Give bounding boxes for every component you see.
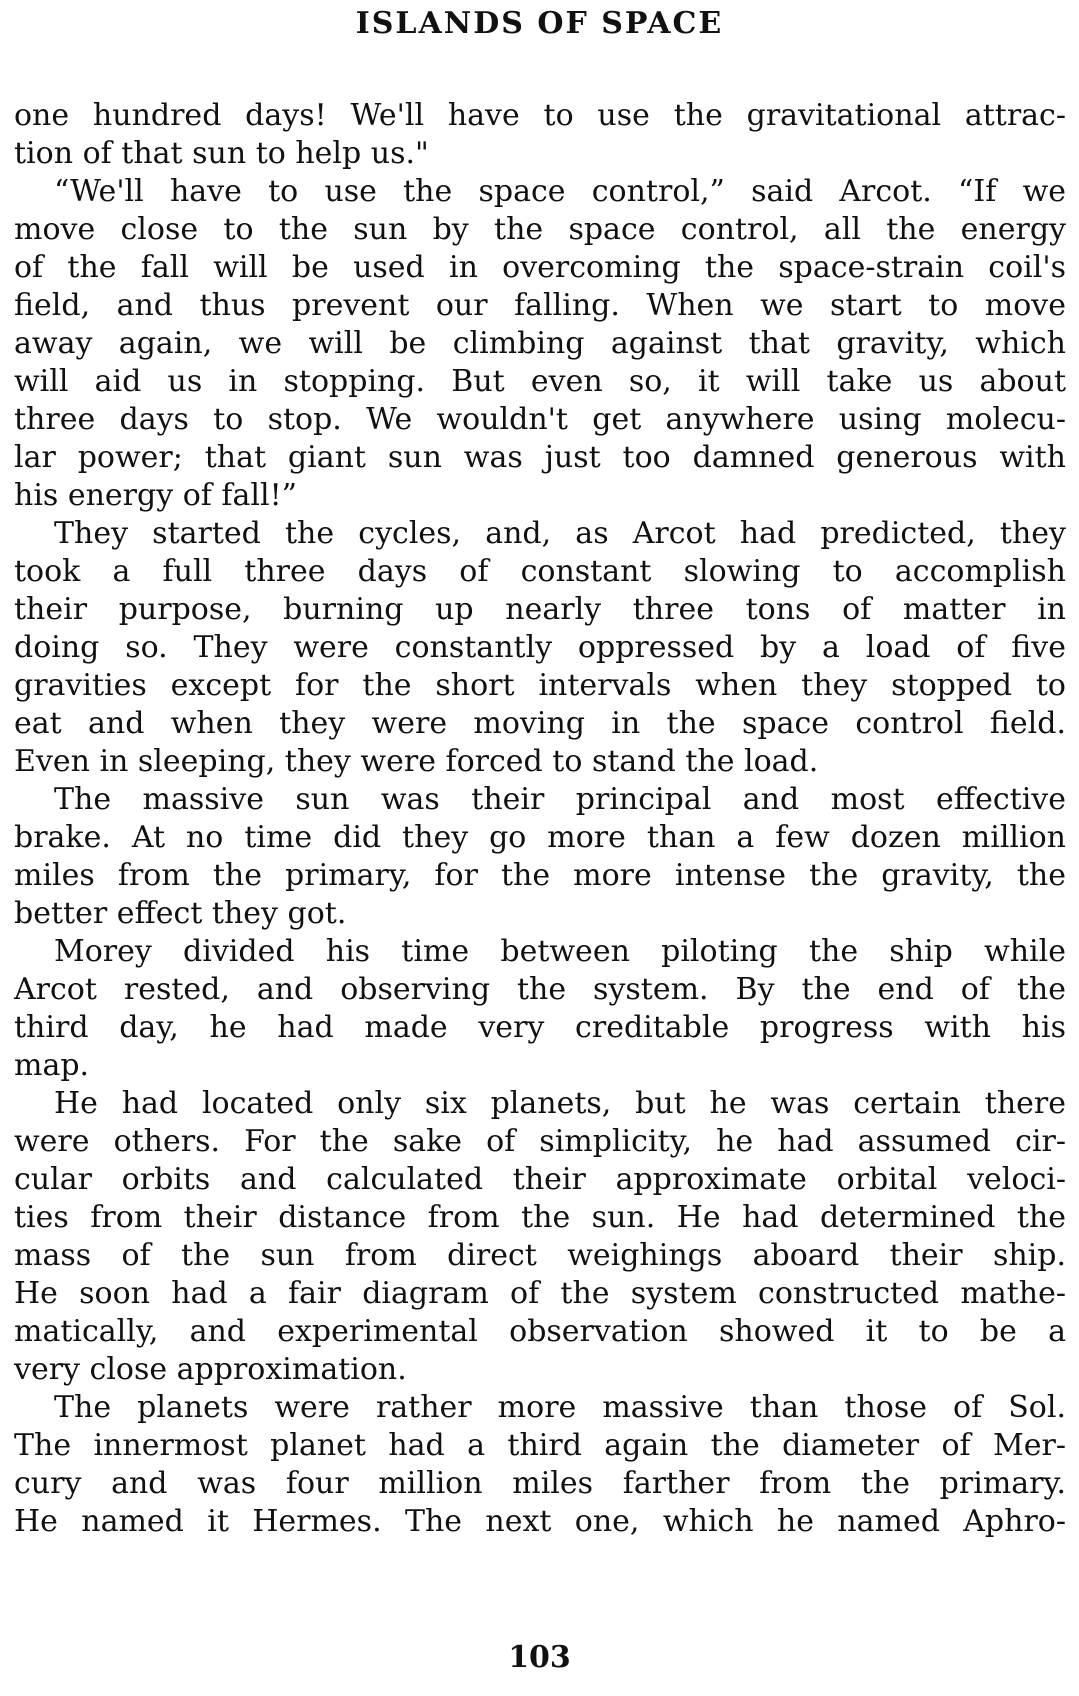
text-line: Even in sleeping, they were forced to stand the load. (14, 744, 819, 779)
text-line: cular orbits and calculated their approximate orbital veloci- (14, 1162, 1066, 1197)
text-line: gravities except for the short intervals when they stopped to (14, 668, 1066, 703)
text-line: map. (14, 1048, 90, 1083)
text-line: matically, and experimental observation showed it to be a (14, 1314, 1066, 1349)
text-line: He named it Hermes. The next one, which he named Aphro- (14, 1504, 1066, 1539)
text-line: one hundred days! We'll have to use the gravitational attrac- (14, 98, 1066, 133)
text-line: He had located only six planets, but he was certain there (54, 1086, 1066, 1121)
text-line: lar power; that giant sun was just too damned generous with (14, 440, 1066, 475)
text-line: “We'll have to use the space control,” said Arcot. “If we (54, 174, 1066, 209)
text-line: of the fall will be used in overcoming the space-strain coil's (14, 250, 1066, 285)
text-line: brake. At no time did they go more than a few dozen million (14, 820, 1066, 855)
text-line: He soon had a fair diagram of the system constructed mathe- (14, 1276, 1066, 1311)
text-line: third day, he had made very creditable progress with his (14, 1010, 1066, 1045)
body-text (14, 97, 1066, 1541)
text-line: took a full three days of constant slowing to accomplish (14, 554, 1066, 589)
text-line: doing so. They were constantly oppressed by a load of five (14, 630, 1066, 665)
text-line: his energy of fall!” (14, 478, 297, 513)
running-head: ISLANDS OF SPACE (355, 6, 724, 41)
text-line: The innermost planet had a third again the diameter of Mer- (14, 1428, 1066, 1463)
text-line: mass of the sun from direct weighings aboard their ship. (14, 1238, 1066, 1273)
text-line: Arcot rested, and observing the system. By the end of the (14, 972, 1066, 1007)
page-number: 103 (508, 1640, 571, 1675)
text-line: They started the cycles, and, as Arcot had predicted, they (54, 516, 1066, 551)
text-line: The massive sun was their principal and most effective (54, 782, 1066, 817)
text-line: very close approximation. (14, 1352, 407, 1387)
text-line: move close to the sun by the space control, all the energy (14, 212, 1066, 247)
text-line: ties from their distance from the sun. He had determined the (14, 1200, 1066, 1235)
text-line: miles from the primary, for the more intense the gravity, the (14, 858, 1066, 893)
text-line: were others. For the sake of simplicity, he had assumed cir- (14, 1124, 1066, 1159)
text-line: will aid us in stopping. But even so, it will take us about (14, 364, 1066, 399)
text-line: three days to stop. We wouldn't get anywhere using molecu- (14, 402, 1066, 437)
text-line: away again, we will be climbing against that gravity, which (14, 326, 1066, 361)
text-line: cury and was four million miles farther from the primary. (14, 1466, 1066, 1501)
text-line: field, and thus prevent our falling. When we start to move (14, 288, 1066, 323)
text-line: The planets were rather more massive than those of Sol. (54, 1390, 1066, 1425)
text-line: Morey divided his time between piloting the ship while (54, 934, 1066, 969)
text-line: better effect they got. (14, 896, 347, 931)
text-line: tion of that sun to help us." (14, 136, 429, 171)
text-line: their purpose, burning up nearly three tons of matter in (14, 592, 1066, 627)
text-line: eat and when they were moving in the space control field. (14, 706, 1066, 741)
